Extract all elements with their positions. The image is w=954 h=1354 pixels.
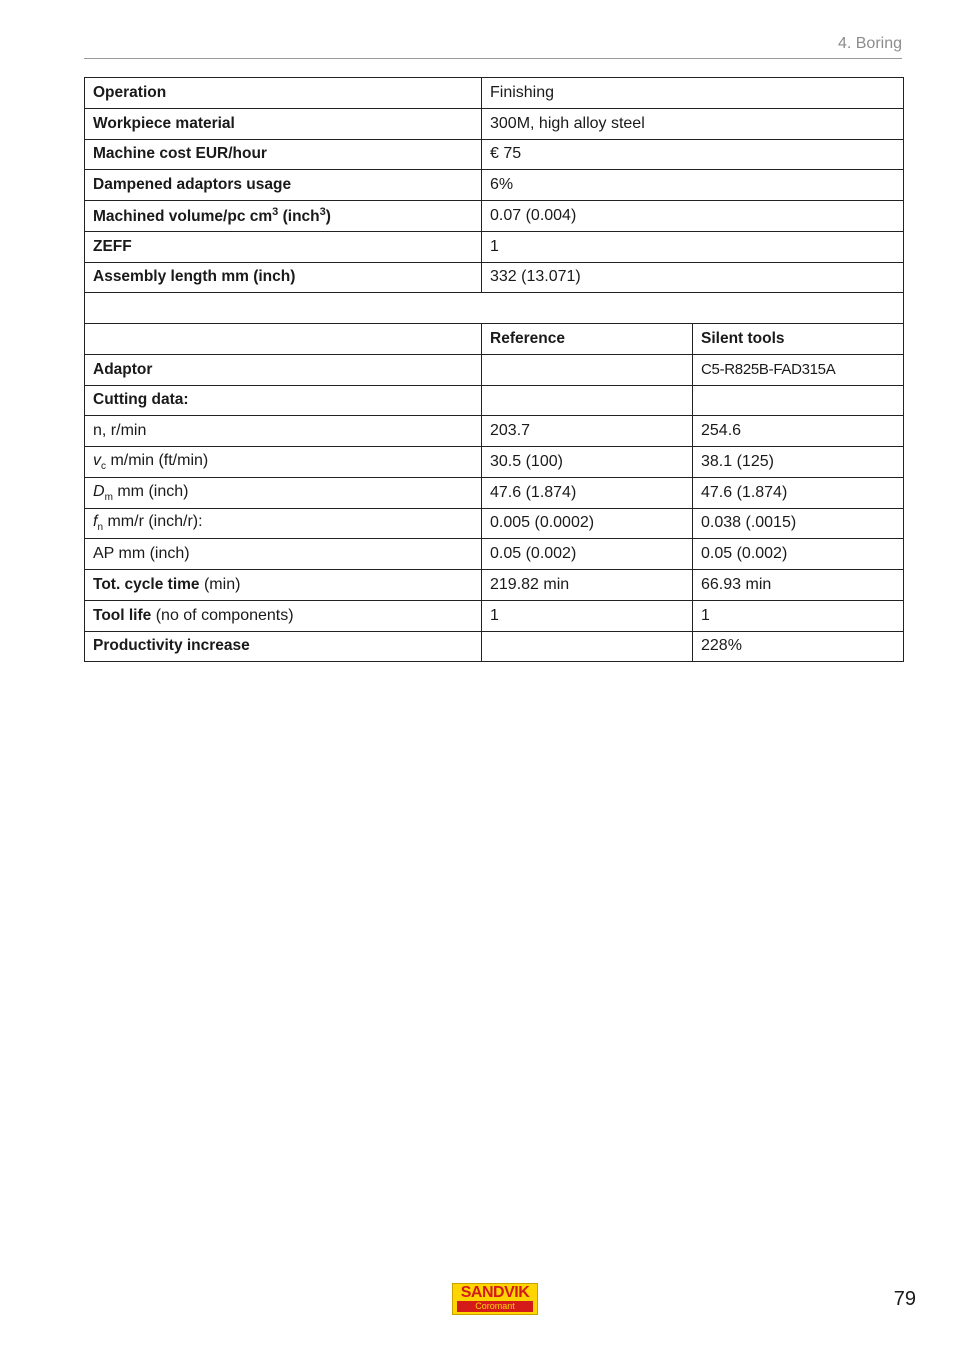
row-label: ZEFF (85, 231, 482, 262)
reference-value: 219.82 min (482, 570, 693, 601)
row-label: Workpiece material (85, 108, 482, 139)
row-label-fn (85, 508, 482, 539)
header-rule (84, 58, 902, 59)
row-label: Dampened adaptors usage (85, 170, 482, 201)
table-row (85, 416, 904, 447)
table-row (85, 570, 904, 601)
silent-value: 228% (693, 631, 904, 662)
reference-value: 1 (482, 600, 693, 631)
symbol-subscript: m (104, 491, 113, 503)
reference-value: 47.6 (1.874) (482, 477, 693, 508)
reference-value (482, 385, 693, 416)
silent-value: 0.05 (0.002) (693, 539, 904, 570)
row-value: 1 (482, 231, 904, 262)
symbol: D (93, 482, 105, 500)
column-header-silent-tools: Silent tools (693, 324, 904, 355)
label-part: mm (inch) (112, 482, 189, 500)
row-label: Assembly length mm (inch) (85, 262, 482, 293)
row-value: 6% (482, 170, 904, 201)
row-label-machined-volume (85, 201, 482, 232)
machining-data-table (84, 77, 904, 662)
row-value: 300M, high alloy steel (482, 108, 904, 139)
label-bold-part: Tot. cycle time (93, 575, 200, 593)
row-label: Productivity increase (85, 631, 482, 662)
symbol-subscript: n (97, 522, 104, 534)
table-row (85, 231, 904, 262)
table-row (85, 600, 904, 631)
table-row (85, 508, 904, 539)
symbol-subscript: c (101, 460, 106, 472)
table-row (85, 262, 904, 293)
row-label-cycle-time (85, 570, 482, 601)
section-title: 4. Boring (837, 35, 902, 52)
label-part: mm/r (inch/r): (103, 513, 203, 531)
reference-value: 203.7 (482, 416, 693, 447)
row-value: Finishing (482, 78, 904, 109)
row-label-vc (85, 447, 482, 478)
reference-value (482, 354, 693, 385)
symbol: v (93, 451, 101, 469)
reference-value: 0.005 (0.0002) (482, 508, 693, 539)
row-label: AP mm (inch) (85, 539, 482, 570)
reference-value: 0.05 (0.002) (482, 539, 693, 570)
row-label-dm (85, 477, 482, 508)
logo-subtitle: Coromant (457, 1301, 533, 1312)
silent-value (693, 385, 904, 416)
label-part: Machined volume/pc cm (93, 207, 273, 225)
label-part: (min) (199, 575, 241, 593)
silent-value: 38.1 (125) (693, 447, 904, 478)
table-row (85, 354, 904, 385)
label-part: m/min (ft/min) (106, 451, 209, 469)
label-part: ) (325, 207, 331, 225)
table-row (85, 477, 904, 508)
row-label: Cutting data: (85, 385, 482, 416)
label-bold-part: Tool life (93, 606, 152, 624)
silent-value: 1 (693, 600, 904, 631)
column-header-reference: Reference (482, 324, 693, 355)
label-part: (no of components) (151, 606, 294, 624)
silent-value: 66.93 min (693, 570, 904, 601)
reference-value (482, 631, 693, 662)
row-label-tool-life (85, 600, 482, 631)
logo-wordmark: SANDVIK (460, 1284, 530, 1301)
sandvik-coromant-logo (452, 1283, 538, 1315)
row-value: 0.07 (0.004) (482, 201, 904, 232)
symbol: f (93, 513, 98, 531)
header-empty-cell (85, 324, 482, 355)
label-part: (inch (278, 207, 320, 225)
table-row (85, 108, 904, 139)
table-row (85, 539, 904, 570)
table-row (85, 139, 904, 170)
reference-value: 30.5 (100) (482, 447, 693, 478)
table-row (85, 78, 904, 109)
row-label: n, r/min (85, 416, 482, 447)
table-row (85, 170, 904, 201)
row-value: € 75 (482, 139, 904, 170)
silent-value: 0.038 (.0015) (693, 508, 904, 539)
table-row (85, 385, 904, 416)
spacer-row (85, 293, 904, 324)
label-superscript: 3 (272, 205, 279, 218)
silent-value: 254.6 (693, 416, 904, 447)
row-label: Machine cost EUR/hour (85, 139, 482, 170)
spacer-cell (85, 293, 904, 324)
table-row (85, 201, 904, 232)
table-row (85, 447, 904, 478)
page-number: 79 (893, 1288, 916, 1310)
label-superscript: 3 (319, 205, 326, 218)
table-row (85, 631, 904, 662)
row-label: Adaptor (85, 354, 482, 385)
row-value: 332 (13.071) (482, 262, 904, 293)
silent-value: 47.6 (1.874) (693, 477, 904, 508)
row-label: Operation (85, 78, 482, 109)
silent-value: C5-R825B-FAD315A (693, 354, 904, 385)
comparison-header-row (85, 324, 904, 355)
